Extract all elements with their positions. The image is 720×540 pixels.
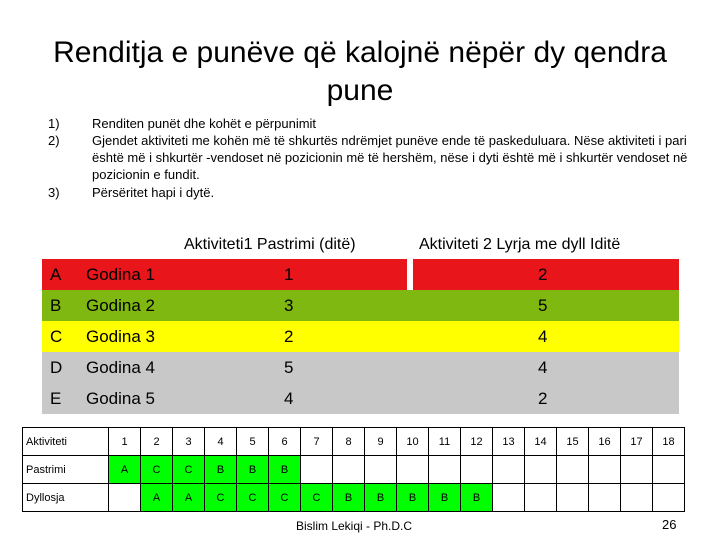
step-3 [48, 184, 688, 201]
job-times-table [42, 230, 679, 414]
step-text: Përsëritet hapi i dytë. [92, 185, 215, 200]
schedule-day-cell: 1 [109, 428, 141, 456]
job-name: Godina 4 [86, 358, 155, 377]
dyllosja-cell: A [141, 484, 173, 512]
step-text: Gjendet aktiviteti me kohën më të shkurtës ndrëmjet punëve ende të paskeduluara. Nëse aktiviteti i pari është më i shkurtër -vendoset në pozicionin më të hershëm, nëse i dyti është më i shkurtër vendoset në pozicionin e fundit. [92, 133, 688, 182]
activity-2-time: 2 [538, 389, 548, 408]
activity-2-time: 4 [538, 327, 548, 346]
job-name: Godina 1 [86, 265, 155, 284]
job-row-a [42, 259, 679, 290]
dyllosja-cell [109, 484, 141, 512]
dyllosja-cell [557, 484, 589, 512]
dyllosja-cell: B [429, 484, 461, 512]
schedule-day-cell: 5 [237, 428, 269, 456]
job-name: Godina 3 [86, 327, 155, 346]
schedule-day-cell: 9 [365, 428, 397, 456]
dyllosja-cell [493, 484, 525, 512]
pastrimi-cell: B [205, 456, 237, 484]
schedule-days-row [23, 428, 685, 456]
schedule-day-cell: 17 [621, 428, 653, 456]
dyllosja-cell [653, 484, 685, 512]
schedule-day-cell: 18 [653, 428, 685, 456]
header-activity-1: Aktiviteti1 Pastrimi (ditë) [184, 236, 356, 253]
activity-1-time: 1 [284, 265, 294, 284]
activity-1-time: 4 [284, 389, 294, 408]
header-activity-2: Aktiviteti 2 Lyrja me dyll Iditë [419, 236, 621, 253]
pastrimi-cell: C [141, 456, 173, 484]
activity-1-time: 2 [284, 327, 294, 346]
activity-2-time: 4 [538, 358, 548, 377]
activity-2-time: 2 [538, 265, 548, 284]
page-number: 26 [662, 517, 677, 532]
step-number: 2) [48, 133, 60, 148]
schedule-day-cell: 7 [301, 428, 333, 456]
step-1 [48, 115, 688, 132]
dyllosja-cell: C [301, 484, 333, 512]
activity-1-time: 3 [284, 296, 294, 315]
schedule-row-pastrimi [23, 456, 685, 484]
job-id: D [50, 358, 63, 377]
dyllosja-cell: C [205, 484, 237, 512]
job-id: B [50, 296, 62, 315]
pastrimi-cell [525, 456, 557, 484]
pastrimi-cell [429, 456, 461, 484]
step-number: 3) [48, 185, 60, 200]
job-id: E [50, 389, 62, 408]
activity-2-time: 5 [538, 296, 548, 315]
schedule-label: Pastrimi [23, 456, 109, 484]
step-text: Renditen punët dhe kohët e përpunimit [92, 116, 317, 131]
pastrimi-cell: B [237, 456, 269, 484]
dyllosja-cell: B [461, 484, 493, 512]
job-row-b [42, 290, 679, 321]
step-2 [48, 132, 688, 183]
steps-list [48, 115, 688, 201]
schedule-day-cell: 2 [141, 428, 173, 456]
schedule-day-cell: 4 [205, 428, 237, 456]
pastrimi-cell: B [269, 456, 301, 484]
schedule-label: Aktiviteti [23, 428, 109, 456]
pastrimi-cell [461, 456, 493, 484]
dyllosja-cell [589, 484, 621, 512]
row-separator [407, 259, 413, 290]
pastrimi-cell [301, 456, 333, 484]
schedule-day-cell: 16 [589, 428, 621, 456]
schedule-day-cell: 15 [557, 428, 589, 456]
step-number: 1) [48, 116, 60, 131]
pastrimi-cell: C [173, 456, 205, 484]
page-title: Renditja e punëve që kalojnë nëpër dy qendra pune [53, 36, 667, 107]
job-row-d [42, 352, 679, 383]
dyllosja-cell [621, 484, 653, 512]
job-id: C [50, 327, 63, 346]
dyllosja-cell: C [269, 484, 301, 512]
job-row-e [42, 383, 679, 414]
author-footer: Bislim Lekiqi - Ph.D.C [296, 519, 413, 533]
dyllosja-cell: B [333, 484, 365, 512]
pastrimi-cell [397, 456, 429, 484]
pastrimi-cell [493, 456, 525, 484]
job-name: Godina 5 [86, 389, 155, 408]
pastrimi-cell [333, 456, 365, 484]
dyllosja-cell: B [397, 484, 429, 512]
dyllosja-cell: A [173, 484, 205, 512]
schedule-day-cell: 8 [333, 428, 365, 456]
pastrimi-cell [557, 456, 589, 484]
schedule-label: Dyllosja [23, 484, 109, 512]
job-row-c [42, 321, 679, 352]
dyllosja-cell: C [237, 484, 269, 512]
schedule-table [22, 427, 685, 512]
pastrimi-cell [653, 456, 685, 484]
schedule-day-cell: 11 [429, 428, 461, 456]
pastrimi-cell [621, 456, 653, 484]
pastrimi-cell [365, 456, 397, 484]
schedule-day-cell: 6 [269, 428, 301, 456]
job-name: Godina 2 [86, 296, 155, 315]
activity-1-time: 5 [284, 358, 294, 377]
job-times-header [42, 230, 679, 259]
schedule-day-cell: 14 [525, 428, 557, 456]
dyllosja-cell [525, 484, 557, 512]
schedule-day-cell: 3 [173, 428, 205, 456]
job-id: A [50, 265, 62, 284]
pastrimi-cell: A [109, 456, 141, 484]
schedule-day-cell: 10 [397, 428, 429, 456]
schedule-day-cell: 12 [461, 428, 493, 456]
dyllosja-cell: B [365, 484, 397, 512]
pastrimi-cell [589, 456, 621, 484]
schedule-row-dyllosja [23, 484, 685, 512]
schedule-day-cell: 13 [493, 428, 525, 456]
